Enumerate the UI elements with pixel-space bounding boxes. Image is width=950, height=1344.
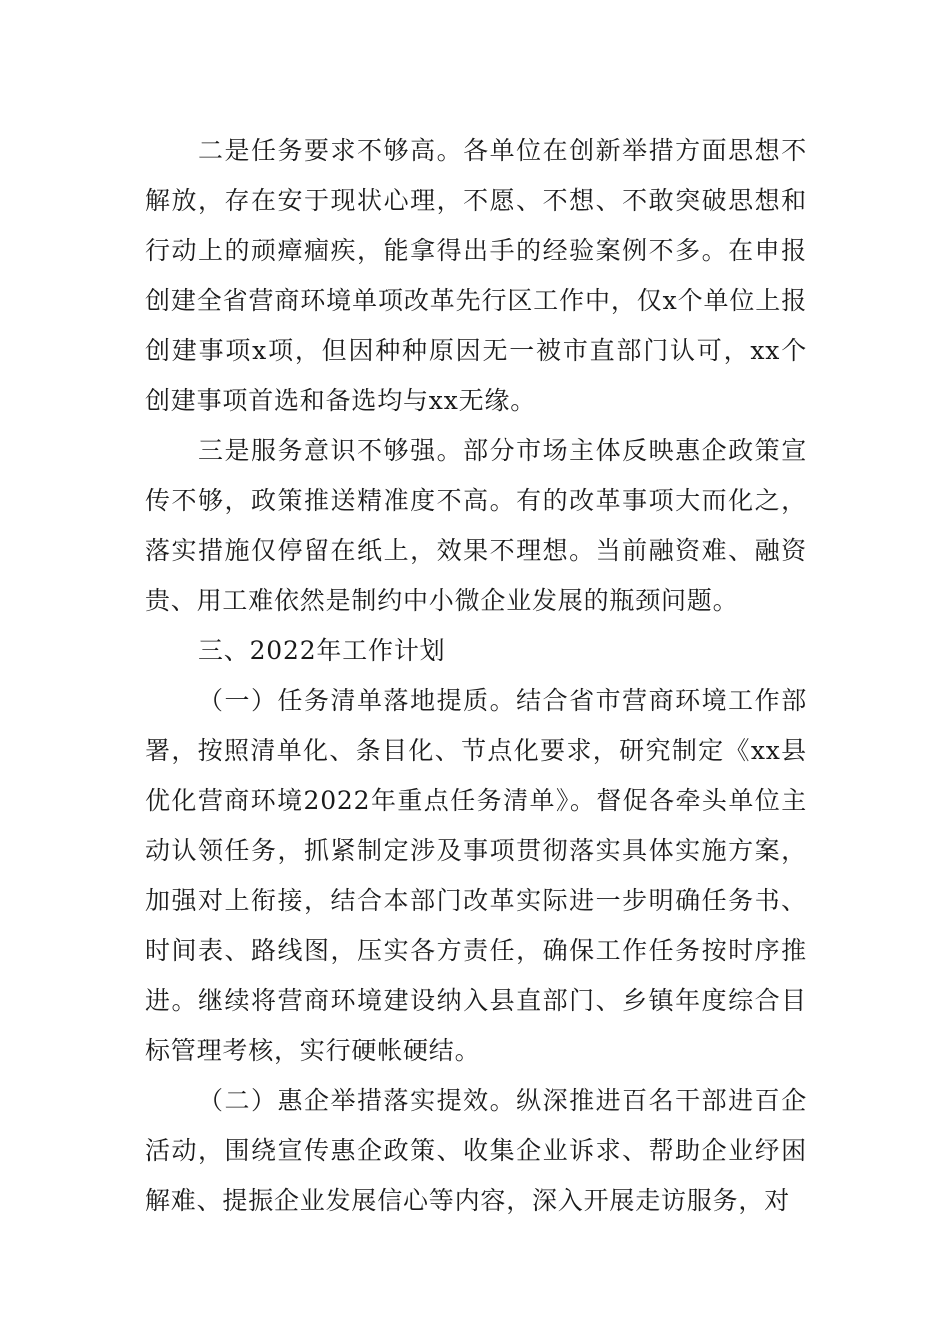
- paragraph-task-list: （一）任务清单落地提质。结合省市营商环境工作部署，按照清单化、条目化、节点化要求，研究制定《xx县优化营商环境2022年重点任务清单》。督促各牵头单位主动认领任务，抓紧制定涉及事项贯彻落实具体实施方案，加强对上衔接，结合本部门改革实际进一步明确任务书、时间表、路线图，压实各方责任，确保工作任务按时序推进。继续将营商环境建设纳入县直部门、乡镇年度综合目标管理考核，实行硬帐硬结。: [145, 686, 807, 1065]
- paragraph-enterprise-measures: （二）惠企举措落实提效。纵深推进百名干部进百企活动，围绕宣传惠企政策、收集企业诉求、帮助企业纾困解难、提振企业发展信心等内容，深入开展走访服务，对: [145, 1086, 807, 1215]
- document-body: [145, 126, 807, 1226]
- paragraph-service-awareness: 三是服务意识不够强。部分市场主体反映惠企政策宣传不够，政策推送精准度不高。有的改革事项大而化之，落实措施仅停留在纸上，效果不理想。当前融资难、融资贵、用工难依然是制约中小微企业发展的瓶颈问题。: [145, 436, 807, 615]
- paragraph-task-requirements: 二是任务要求不够高。各单位在创新举措方面思想不解放，存在安于现状心理，不愿、不想、不敢突破思想和行动上的顽瘴痼疾，能拿得出手的经验案例不多。在申报创建全省营商环境单项改革先行区工作中，仅x个单位上报创建事项x项，但因种种原因无一被市直部门认可，xx个创建事项首选和备选均与xx无缘。: [145, 136, 807, 415]
- section-heading-2022-plan: 三、2022年工作计划: [198, 636, 446, 665]
